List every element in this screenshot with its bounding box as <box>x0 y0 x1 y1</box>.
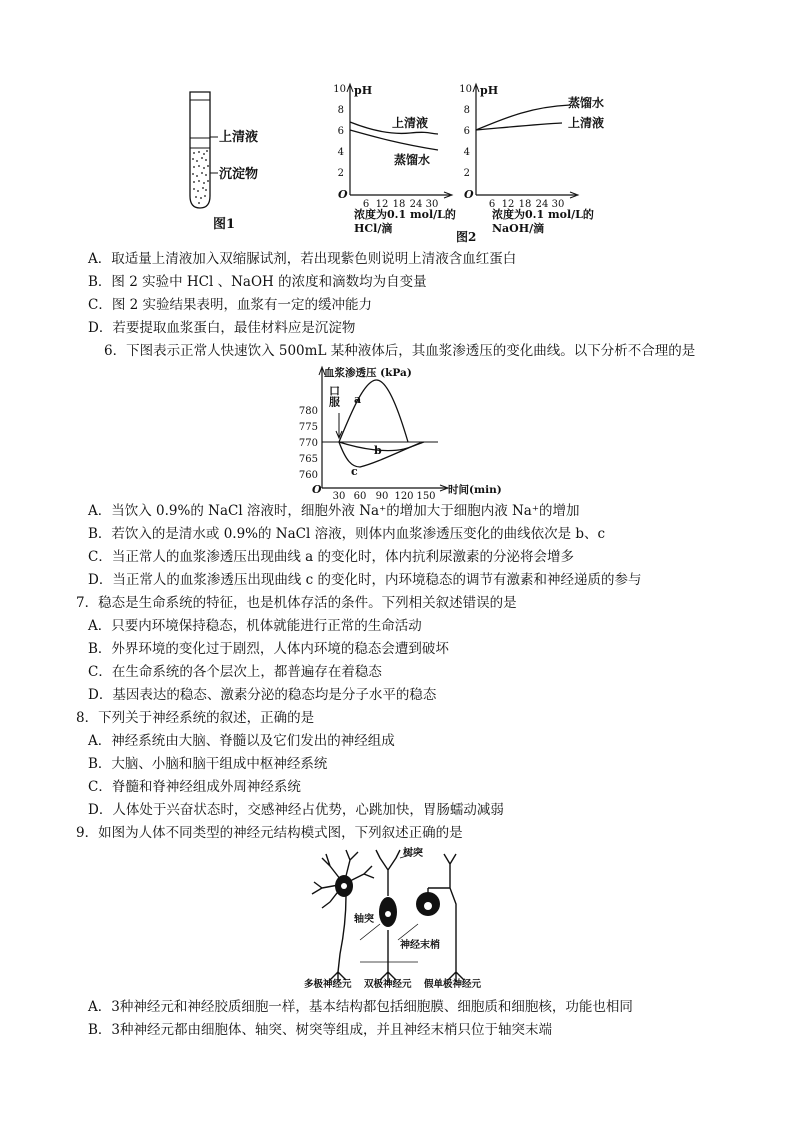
q6-option-a: A．当饮入 0.9%的 NaCl 溶液时，细胞外液 Na⁺的增加大于细胞内液 Na⁺的增加 <box>88 503 580 519</box>
curve-b-label: b <box>374 444 382 457</box>
y-tick-775: 775 <box>298 422 318 433</box>
right-x-tick: 12 <box>501 199 515 210</box>
figure-2-ph-charts <box>330 78 620 248</box>
label-axon: 轴突 <box>354 914 374 925</box>
neurons-drawing <box>300 844 500 992</box>
q5-option-b: B．图 2 实验中 HCl 、NaOH 的浓度和滴数均为自变量 <box>88 274 427 290</box>
q8-option-c: C．脊髓和脊神经组成外周神经系统 <box>88 779 301 795</box>
q5-option-d: D．若要提取血浆蛋白，最佳材料应是沉淀物 <box>88 320 356 336</box>
right-y-tick: 10 <box>459 84 472 95</box>
right-x-tick: 30 <box>551 199 565 210</box>
curve-c-label: c <box>351 465 358 478</box>
q5-option-a: A．取适量上清液加入双缩脲试剂，若出现紫色则说明上清液含血红蛋白 <box>88 251 517 267</box>
x-tick-30: 30 <box>332 491 346 502</box>
figure-1-test-tube <box>180 86 290 236</box>
y-tick-770: 770 <box>298 438 318 449</box>
right-series-a-label: 蒸馏水 <box>568 96 605 110</box>
right-y-tick: 6 <box>463 126 470 137</box>
origin: O <box>312 483 322 496</box>
label-dendrite: 树突 <box>403 848 423 859</box>
q8-option-a: A．神经系统由大脑、脊髓以及它们发出的神经组成 <box>88 733 395 749</box>
label-bipolar: 双极神经元 <box>364 979 412 990</box>
left-x-tick: 24 <box>409 199 423 210</box>
left-y-tick: 10 <box>333 84 346 95</box>
label-pseudounipolar: 假单极神经元 <box>424 979 482 990</box>
left-y-tick: 6 <box>337 126 344 137</box>
right-y-tick: 8 <box>463 105 470 116</box>
x-tick-90: 90 <box>375 491 389 502</box>
y-tick-765: 765 <box>298 454 318 465</box>
right-series-b-label: 上清液 <box>568 116 605 130</box>
right-x-label-2: NaOH/滴 <box>492 222 545 235</box>
q7-option-a: A．只要内环境保持稳态，机体就能进行正常的生命活动 <box>88 618 422 634</box>
left-y-tick: 4 <box>337 147 344 158</box>
q6-option-d: D．当正常人的血浆渗透压出现曲线 c 的变化时，内环境稳态的调节有激素和神经递质的参与 <box>88 572 642 588</box>
left-series-b-label: 蒸馏水 <box>394 153 431 167</box>
right-x-tick: 6 <box>488 199 496 210</box>
x-tick-150: 150 <box>416 491 436 502</box>
q8-option-b: B．大脑、小脑和脑干组成中枢神经系统 <box>88 756 328 772</box>
label-supernatant: 上清液 <box>219 130 259 145</box>
q9-stem: 9．如图为人体不同类型的神经元结构模式图，下列叙述正确的是 <box>76 825 463 841</box>
left-x-tick: 12 <box>375 199 389 210</box>
left-origin: O <box>338 188 348 201</box>
x-tick-120: 120 <box>394 491 414 502</box>
left-x-label-2: HCl/滴 <box>354 222 393 235</box>
right-y-axis-label: pH <box>480 84 499 97</box>
q5-option-c: C．图 2 实验结果表明，血浆有一定的缓冲能力 <box>88 297 373 313</box>
figure-3-osmotic-chart <box>296 363 502 502</box>
osmotic-chart-drawing <box>296 363 502 502</box>
label-multipolar: 多极神经元 <box>304 979 352 990</box>
q6-option-c: C．当正常人的血浆渗透压出现曲线 a 的变化时，体内抗利尿激素的分泌将会增多 <box>88 549 574 565</box>
q9-option-a: A．3种神经元和神经胶质细胞一样，基本结构都包括细胞膜、细胞质和细胞核，功能也相同 <box>88 999 633 1015</box>
left-y-axis-label: pH <box>354 84 373 97</box>
left-x-label-1: 浓度为0.1 mol/L的 <box>354 208 456 221</box>
q8-stem: 8．下列关于神经系统的叙述，正确的是 <box>76 710 315 726</box>
label-sediment: 沉淀物 <box>219 167 259 182</box>
figure-4-neurons <box>300 844 500 992</box>
right-x-label-1: 浓度为0.1 mol/L的 <box>492 208 594 221</box>
q6-stem: 6．下图表示正常人快速饮入 500mL 某种液体后，其血浆渗透压的变化曲线。以下分析不合理的是 <box>104 343 696 359</box>
ph-charts-drawing <box>330 78 620 248</box>
figure-2-caption: 图2 <box>456 230 477 244</box>
y-axis-label: 血浆渗透压 (kPa) <box>324 367 412 379</box>
q7-stem: 7．稳态是生命系统的特征，也是机体存活的条件。下列相关叙述错误的是 <box>76 595 517 611</box>
right-y-tick: 2 <box>463 168 470 179</box>
right-y-tick: 4 <box>463 147 470 158</box>
left-x-tick: 18 <box>392 199 406 210</box>
right-origin: O <box>464 188 474 201</box>
q7-option-b: B．外界环境的变化过于剧烈，人体内环境的稳态会遭到破坏 <box>88 641 449 657</box>
curve-a <box>339 380 408 442</box>
right-x-tick: 24 <box>535 199 549 210</box>
annotation-oral: 口服 <box>327 385 341 407</box>
left-series-a-label: 上清液 <box>392 116 429 130</box>
q7-option-c: C．在生命系统的各个层次上，都普遍存在着稳态 <box>88 664 382 680</box>
q8-option-d: D．人体处于兴奋状态时，交感神经占优势，心跳加快，胃肠蠕动减弱 <box>88 802 504 818</box>
q7-option-d: D．基因表达的稳态、激素分泌的稳态均是分子水平的稳态 <box>88 687 437 703</box>
q6-option-b: B．若饮入的是清水或 0.9%的 NaCl 溶液，则体内血浆渗透压变化的曲线依次是 b、c <box>88 526 606 542</box>
figure-1-caption: 图1 <box>213 217 236 232</box>
left-y-tick: 2 <box>337 168 344 179</box>
label-terminal: 神经末梢 <box>400 940 440 951</box>
x-axis-label: 时间(min) <box>448 484 502 496</box>
x-tick-60: 60 <box>353 491 367 502</box>
test-tube-drawing <box>180 86 290 236</box>
curve-a-label: a <box>354 393 362 406</box>
right-x-tick: 18 <box>518 199 532 210</box>
left-x-tick: 30 <box>425 199 439 210</box>
left-x-tick: 6 <box>362 199 370 210</box>
left-y-tick: 8 <box>337 105 344 116</box>
y-tick-760: 760 <box>298 470 318 481</box>
q9-option-b: B．3种神经元都由细胞体、轴突、树突等组成，并且神经末梢只位于轴突末端 <box>88 1022 553 1038</box>
y-tick-780: 780 <box>298 406 318 417</box>
